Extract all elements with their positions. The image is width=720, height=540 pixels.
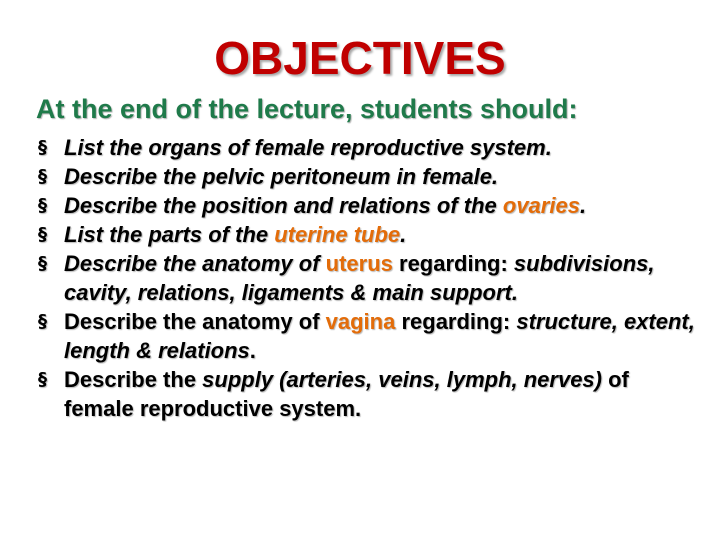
- item-text-emphasis: position: [202, 193, 288, 218]
- list-item: [36, 191, 696, 220]
- subtitle: At the end of the lecture, students should:: [36, 94, 578, 124]
- item-text: .: [249, 338, 256, 363]
- item-text: regarding:: [395, 309, 517, 334]
- item-text-highlight: uterine tube: [274, 222, 401, 247]
- item-text-emphasis: relations: [339, 193, 431, 218]
- objectives-list: [36, 133, 696, 423]
- list-item: [36, 365, 696, 423]
- item-text-emphasis: supply (arteries, veins, lymph, nerves): [202, 367, 602, 392]
- item-text: List the: [64, 222, 149, 247]
- item-text-emphasis: structure, extent, length & relations: [64, 309, 695, 363]
- item-text: Describe the anatomy of: [64, 251, 326, 276]
- square-bullet-icon: §: [38, 369, 47, 390]
- item-text: in female.: [390, 164, 499, 189]
- square-bullet-icon: §: [38, 195, 47, 216]
- list-item: [36, 220, 696, 249]
- item-text: Describe the anatomy of: [64, 309, 326, 334]
- item-text: Describe the: [64, 164, 203, 189]
- item-text-highlight: vagina: [325, 309, 396, 334]
- square-bullet-icon: §: [38, 311, 47, 332]
- page-title: OBJECTIVES: [214, 32, 506, 84]
- item-text: .: [579, 193, 587, 218]
- item-text-emphasis: subdivisions, cavity, relations, ligaments & main support: [64, 251, 655, 305]
- list-item: [36, 307, 696, 365]
- item-text: of female reproductive system.: [64, 367, 629, 421]
- list-item: [36, 249, 696, 307]
- square-bullet-icon: §: [38, 224, 47, 245]
- item-text: Describe the: [64, 367, 203, 392]
- item-text: .: [400, 222, 407, 247]
- item-text: of the: [202, 222, 275, 247]
- list-item: [36, 133, 696, 162]
- square-bullet-icon: §: [38, 137, 47, 158]
- item-text: .: [511, 280, 518, 305]
- item-text: regarding:: [392, 251, 514, 276]
- item-text: and: [287, 193, 340, 218]
- item-text-emphasis: pelvic peritoneum: [202, 164, 391, 189]
- square-bullet-icon: §: [38, 166, 47, 187]
- item-text-emphasis: parts: [148, 222, 203, 247]
- item-text: of the: [430, 193, 503, 218]
- list-item: [36, 162, 696, 191]
- square-bullet-icon: §: [38, 253, 47, 274]
- item-text-highlight: ovaries: [502, 193, 580, 218]
- item-text-highlight: uterus: [325, 251, 393, 276]
- item-text: List the organs of female reproductive system.: [64, 135, 552, 160]
- item-text: Describe the: [64, 193, 203, 218]
